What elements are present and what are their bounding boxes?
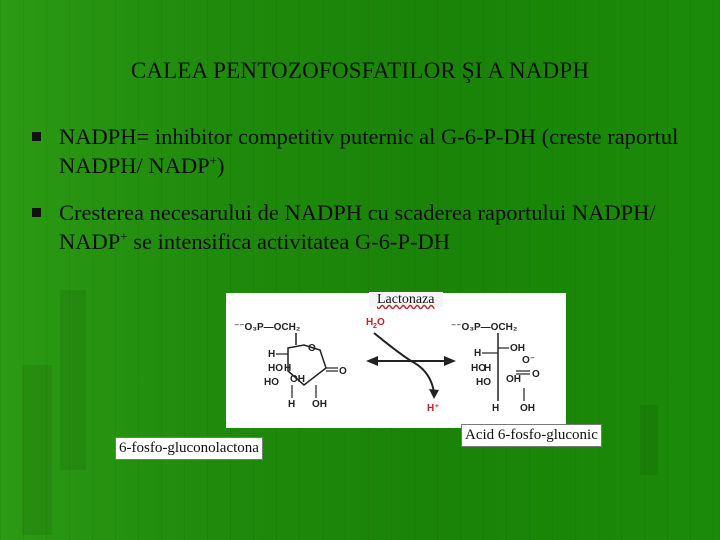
right-compound-label: Acid 6-fosfo-gluconic bbox=[461, 424, 602, 447]
background-decoration bbox=[22, 365, 52, 535]
svg-text:⁻⁻O₃P—OCH₂: ⁻⁻O₃P—OCH₂ bbox=[451, 322, 518, 333]
background-decoration bbox=[60, 290, 86, 470]
svg-text:HO: HO bbox=[268, 363, 283, 374]
svg-text:HO: HO bbox=[264, 377, 279, 388]
square-bullet-icon bbox=[32, 208, 41, 217]
water-reagent: H bbox=[366, 317, 374, 328]
background-decoration bbox=[640, 405, 658, 475]
reaction-diagram bbox=[226, 293, 566, 428]
svg-text:⁻⁻O₃P—OCH₂: ⁻⁻O₃P—OCH₂ bbox=[234, 322, 301, 333]
svg-text:H: H bbox=[268, 349, 276, 360]
svg-text:O⁻: O⁻ bbox=[522, 355, 536, 366]
reaction-svg bbox=[226, 293, 566, 428]
svg-text:HO: HO bbox=[476, 377, 491, 388]
lactone-structure bbox=[234, 322, 347, 410]
svg-text:H: H bbox=[284, 363, 292, 374]
svg-text:OH: OH bbox=[312, 399, 327, 410]
svg-text:H: H bbox=[484, 363, 492, 374]
bullet-item bbox=[32, 122, 682, 180]
svg-text:HO: HO bbox=[471, 363, 486, 374]
proton-product: H⁺ bbox=[427, 403, 440, 414]
water-subscript: 2 bbox=[373, 323, 377, 330]
enzyme-label: Lactonaza bbox=[369, 292, 443, 307]
svg-text:OH: OH bbox=[510, 343, 525, 354]
svg-text:O: O bbox=[532, 369, 540, 380]
bullet-text: NADPH= inhibitor competitiv puternic al G-6-P-DH (creste raportul NADPH/ NADP+) bbox=[59, 124, 679, 178]
svg-text:OH: OH bbox=[506, 374, 521, 385]
svg-text:H: H bbox=[288, 399, 296, 410]
reaction-arrow-icon bbox=[366, 333, 456, 399]
gluconate-structure bbox=[451, 322, 540, 414]
svg-text:O: O bbox=[339, 366, 347, 377]
water-oxygen: O bbox=[377, 317, 385, 328]
svg-text:OH: OH bbox=[290, 374, 305, 385]
slide-title: CALEA PENTOZOFOSFATILOR ŞI A NADPH bbox=[130, 58, 590, 83]
svg-text:H: H bbox=[492, 403, 500, 414]
svg-text:OH: OH bbox=[520, 403, 535, 414]
left-compound-label: 6-fosfo-gluconolactona bbox=[115, 437, 263, 460]
svg-text:H: H bbox=[474, 348, 482, 359]
square-bullet-icon bbox=[32, 132, 41, 141]
svg-text:O: O bbox=[308, 343, 316, 354]
bullet-item bbox=[32, 198, 682, 256]
bullet-text: Cresterea necesarului de NADPH cu scaderea raportului NADPH/ NADP+ se intensifica activitatea G-6-P-DH bbox=[59, 200, 656, 254]
